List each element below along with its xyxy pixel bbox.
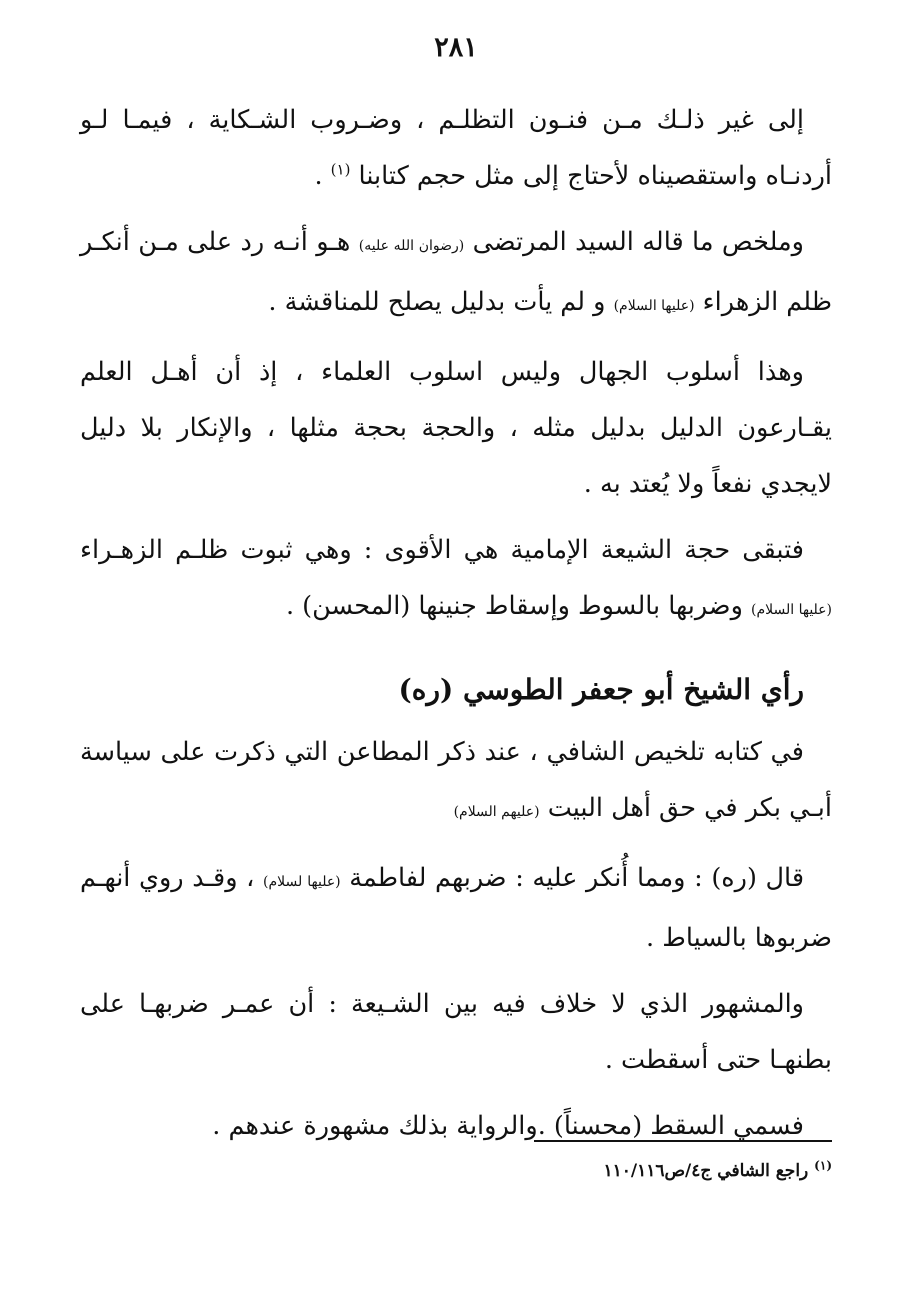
- honorific-alayha-salam: (عليها السلام): [613, 298, 695, 314]
- paragraph-4-part-a: فتبقى حجة الشيعة الإمامية هي الأقوى : وهي ثبوت ظلـم الزهـراء: [80, 535, 804, 565]
- paragraph-7-text: والمشهور الذي لا خلاف فيه بين الشـيعة : أن عمـر ضربهـا على بطنهـا حتى أسقطت .: [80, 989, 832, 1075]
- footnote-text: راجع الشافي ج٤/ص١١٠/١١٦: [603, 1161, 815, 1181]
- paragraph-8-text: فسمي السقط (محسناً) .والرواية بذلك مشهورة عندهم .: [212, 1111, 804, 1141]
- honorific-alayhim-salam: (عليهم السلام): [453, 804, 540, 820]
- honorific-radwan: (رضوان الله عليه): [358, 238, 465, 254]
- footnote-divider: [534, 1140, 832, 1142]
- paragraph-7: [80, 976, 832, 1088]
- page-number: ٢٨١: [434, 32, 478, 63]
- paragraph-8: [80, 1098, 832, 1154]
- document-page: [80, 0, 832, 1298]
- paragraph-2-part-c: و لم يأت بدليل يصلح للمناقشة .: [268, 287, 614, 317]
- paragraph-1: [80, 92, 832, 204]
- paragraph-6-part-a: قال (ره) : ومما أُنكر عليه : ضربهم لفاطمة: [340, 863, 805, 893]
- honorific-alayha-salam: (عليها السلام): [751, 602, 832, 618]
- paragraph-5: [80, 724, 832, 840]
- footnote-reference[interactable]: (١): [330, 160, 351, 179]
- paragraph-1-text: إلى غير ذلـك مـن فنـون التظلـم ، وضـروب الشـكاية ، فيمـا لـو أردنـاه واستقصيناه لأحتاج إلى مثل حجم كتابنا: [80, 105, 832, 191]
- paragraph-6-part-b: ، وقـد روي أنهـم ضربوها بالسياط .: [80, 863, 832, 953]
- footnote-marker: (١): [814, 1158, 832, 1173]
- footnote: [80, 1155, 832, 1187]
- honorific-alayha-salam: (عليها لسلام): [263, 874, 341, 890]
- paragraph-3-text: وهذا أسلوب الجهال وليس اسلوب العلماء ، إذ أن أهـل العلم يقـارعون الدليل بدليل مثله ، والحجة بحجة مثلها ، والإنكار بلا دليل لايجدي نفعاً ولا يُعتد به .: [80, 357, 832, 499]
- paragraph-5-part-a: في كتابه تلخيص الشافي ، عند ذكر المطاعن التي ذكرت على سياسة أبـي بكر في حق أهل البيت: [80, 737, 832, 823]
- paragraph-2: [80, 214, 832, 334]
- body-text: [80, 92, 832, 1164]
- paragraph-3: [80, 344, 832, 512]
- section-heading: رأي الشيخ أبو جعفر الطوسي (ره): [398, 673, 804, 706]
- paragraph-4: [80, 522, 832, 638]
- paragraph-1-end: .: [314, 161, 331, 191]
- paragraph-4-part-b: وضربها بالسوط وإسقاط جنينها (المحسن) .: [285, 591, 752, 621]
- paragraph-6: [80, 850, 832, 966]
- paragraph-2-part-a: وملخص ما قاله السيد المرتضى: [464, 227, 804, 257]
- paragraph-2-part-b: هـو أنـه رد على مـن أنكـر ظلم الزهراء: [80, 227, 832, 317]
